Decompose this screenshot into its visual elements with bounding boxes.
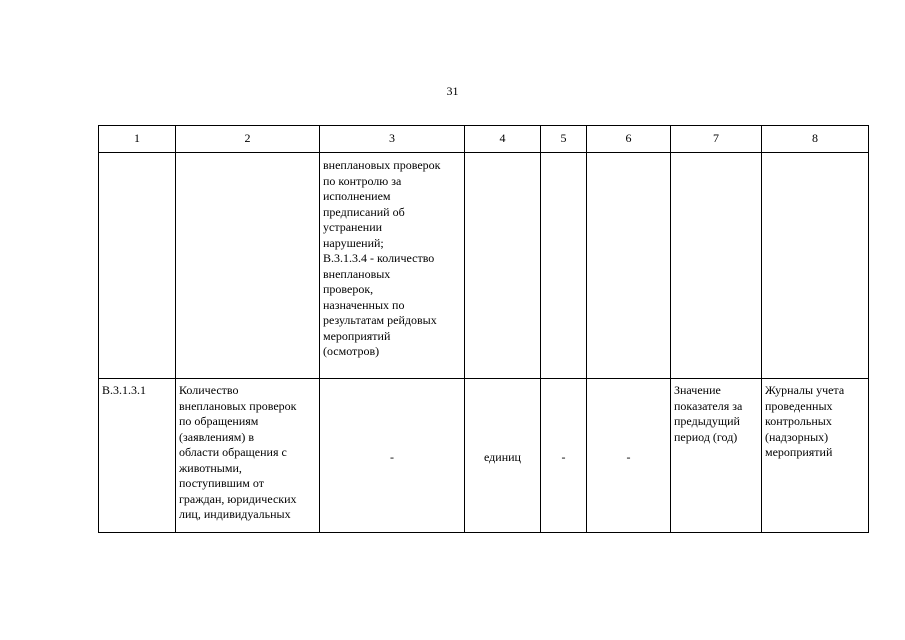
header-cell: 6 (587, 126, 671, 153)
header-cell: 1 (99, 126, 176, 153)
header-cell: 2 (176, 126, 320, 153)
page-number: 31 (446, 84, 459, 98)
table-cell (320, 153, 465, 379)
header-cell: 8 (762, 126, 869, 153)
table-cell (762, 153, 869, 379)
header-cell: 7 (671, 126, 762, 153)
header-cell: 4 (465, 126, 541, 153)
indicator-col6: - (587, 379, 671, 533)
indicator-description-continued: внеплановых проверок по контролю за исполнением предписаний об устранении нарушений; В.3.1.3.4 - количество внеплановых проверок, назначенных по результатам рейдовых мероприятий (осмотров) (323, 158, 441, 358)
table-cell (587, 153, 671, 379)
table-cell (465, 153, 541, 379)
table-cell (99, 153, 176, 379)
indicator-code: В.3.1.3.1 (99, 379, 176, 533)
indicators-table (98, 125, 869, 533)
header-cell: 3 (320, 126, 465, 153)
table-row (99, 379, 869, 533)
table-cell (176, 153, 320, 379)
indicator-source: Журналы учета проведенных контрольных (надзорных) мероприятий (762, 379, 869, 533)
indicator-unit: единиц (465, 379, 541, 533)
header-cell: 5 (541, 126, 587, 153)
table-cell (541, 153, 587, 379)
indicator-target-value: Значение показателя за предыдущий период (год) (671, 379, 762, 533)
table-row (99, 153, 869, 379)
indicator-formula: - (320, 379, 465, 533)
table-header-row (99, 126, 869, 153)
indicator-name: Количество внеплановых проверок по обращениям (заявлениям) в области обращения с животными, поступившим от граждан, юридических лиц, индивидуальных (176, 379, 320, 533)
indicator-col5: - (541, 379, 587, 533)
table-cell (671, 153, 762, 379)
